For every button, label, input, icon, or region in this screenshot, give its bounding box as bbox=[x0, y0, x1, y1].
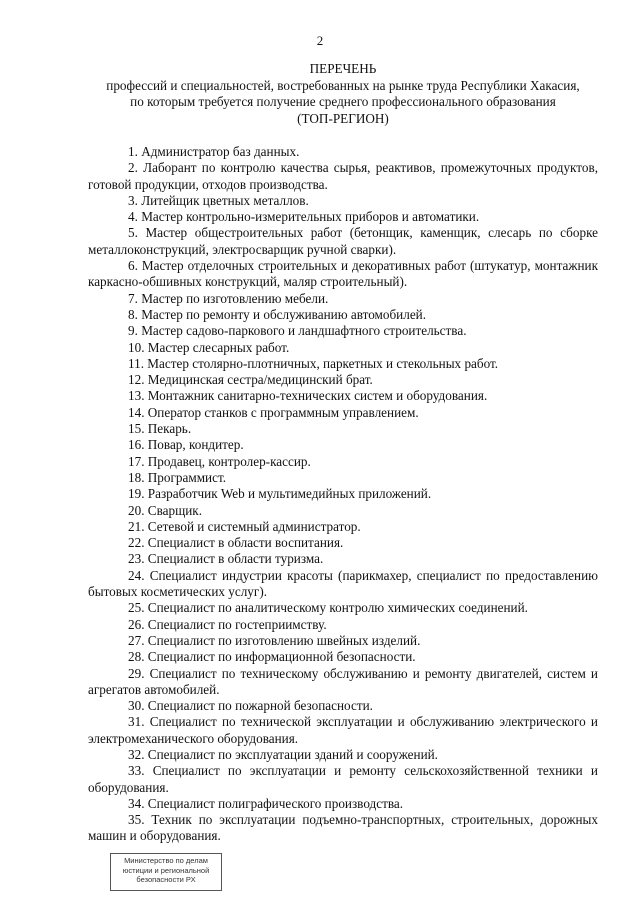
list-item: 6. Мастер отделочных строительных и декоративных работ (штукатур, монтажник каркасно-обшивных конструкций, маляр строительный). bbox=[88, 258, 598, 290]
list-item: 25. Специалист по аналитическому контролю химических соединений. bbox=[128, 600, 528, 616]
document-subtitle-line-3: (ТОП-РЕГИОН) bbox=[297, 110, 389, 126]
list-item: 9. Мастер садово-паркового и ландшафтного строительства. bbox=[128, 323, 467, 339]
list-item: 4. Мастер контрольно-измерительных приборов и автоматики. bbox=[128, 209, 480, 225]
page-number: 2 bbox=[316, 33, 324, 48]
document-subtitle-line-2: по которым требуется получение среднего профессионального образования bbox=[130, 94, 556, 109]
list-item: 26. Специалист по гостеприимству. bbox=[128, 616, 327, 632]
list-item: 3. Литейщик цветных металлов. bbox=[128, 192, 309, 208]
list-item: 19. Разработчик Web и мультимедийных приложений. bbox=[128, 486, 432, 502]
list-item: 18. Программист. bbox=[128, 469, 227, 485]
list-item: 15. Пекарь. bbox=[128, 421, 192, 437]
document-title: ПЕРЕЧЕНЬ bbox=[309, 61, 377, 76]
list-item: 17. Продавец, контролер-кассир. bbox=[128, 453, 311, 469]
list-item: 8. Мастер по ремонту и обслуживанию автомобилей. bbox=[128, 306, 427, 322]
list-item: 14. Оператор станков с программным управлением. bbox=[128, 404, 419, 420]
list-item: 34. Специалист полиграфического производства. bbox=[128, 795, 404, 811]
list-item: 30. Специалист по пожарной безопасности. bbox=[128, 698, 373, 714]
list-item: 31. Специалист по технической эксплуатации и обслуживанию электрического и электромеханического оборудования. bbox=[88, 714, 598, 746]
stamp-line-1: Министерство по делам bbox=[124, 856, 208, 865]
list-item: 16. Повар, кондитер. bbox=[128, 437, 244, 453]
profession-list bbox=[88, 144, 598, 845]
list-item: 27. Специалист по изготовлению швейных изделий. bbox=[128, 632, 421, 648]
list-item: 5. Мастер общестроительных работ (бетонщик, каменщик, слесарь по сборке металлоконструкций, электросварщик ручной сварки). bbox=[88, 225, 598, 257]
list-item: 2. Лаборант по контролю качества сырья, реактивов, промежуточных продуктов, готовой продукции, отходов производства. bbox=[88, 160, 598, 192]
list-item: 22. Специалист в области воспитания. bbox=[128, 535, 344, 551]
list-item: 33. Специалист по эксплуатации и ремонту сельскохозяйственной техники и оборудования. bbox=[88, 763, 598, 795]
list-item: 24. Специалист индустрии красоты (парикмахер, специалист по предоставлению бытовых косметических услуг). bbox=[88, 567, 598, 600]
stamp-line-2: юстиции и региональной bbox=[122, 865, 210, 875]
list-item: 32. Специалист по эксплуатации зданий и сооружений. bbox=[128, 746, 438, 762]
list-item: 7. Мастер по изготовлению мебели. bbox=[128, 290, 329, 306]
list-item: 23. Специалист в области туризма. bbox=[128, 551, 324, 567]
list-item: 20. Сварщик. bbox=[128, 502, 202, 518]
list-item: 1. Администратор баз данных. bbox=[128, 144, 300, 159]
document-header bbox=[88, 61, 598, 127]
list-item: 29. Специалист по техническому обслуживанию и ремонту двигателей, систем и агрегатов автомобилей. bbox=[88, 665, 598, 697]
list-item: 12. Медицинская сестра/медицинский брат. bbox=[128, 372, 373, 388]
stamp-line-3: безопасности РХ bbox=[136, 875, 196, 884]
ministry-stamp bbox=[110, 853, 222, 891]
list-item: 21. Сетевой и системный администратор. bbox=[128, 518, 361, 534]
list-item: 28. Специалист по информационной безопасности. bbox=[128, 649, 416, 665]
document-subtitle-line-1: профессий и специальностей, востребованных на рынке труда Республики Хакасия, bbox=[106, 77, 580, 93]
list-item: 10. Мастер слесарных работ. bbox=[128, 339, 290, 355]
list-item: 11. Мастер столярно-плотничных, паркетных и стекольных работ. bbox=[128, 355, 499, 371]
list-item: 35. Техник по эксплуатации подъемно-транспортных, строительных, дорожных машин и оборудования. bbox=[88, 812, 598, 844]
list-item: 13. Монтажник санитарно-технических систем и оборудования. bbox=[128, 388, 488, 404]
